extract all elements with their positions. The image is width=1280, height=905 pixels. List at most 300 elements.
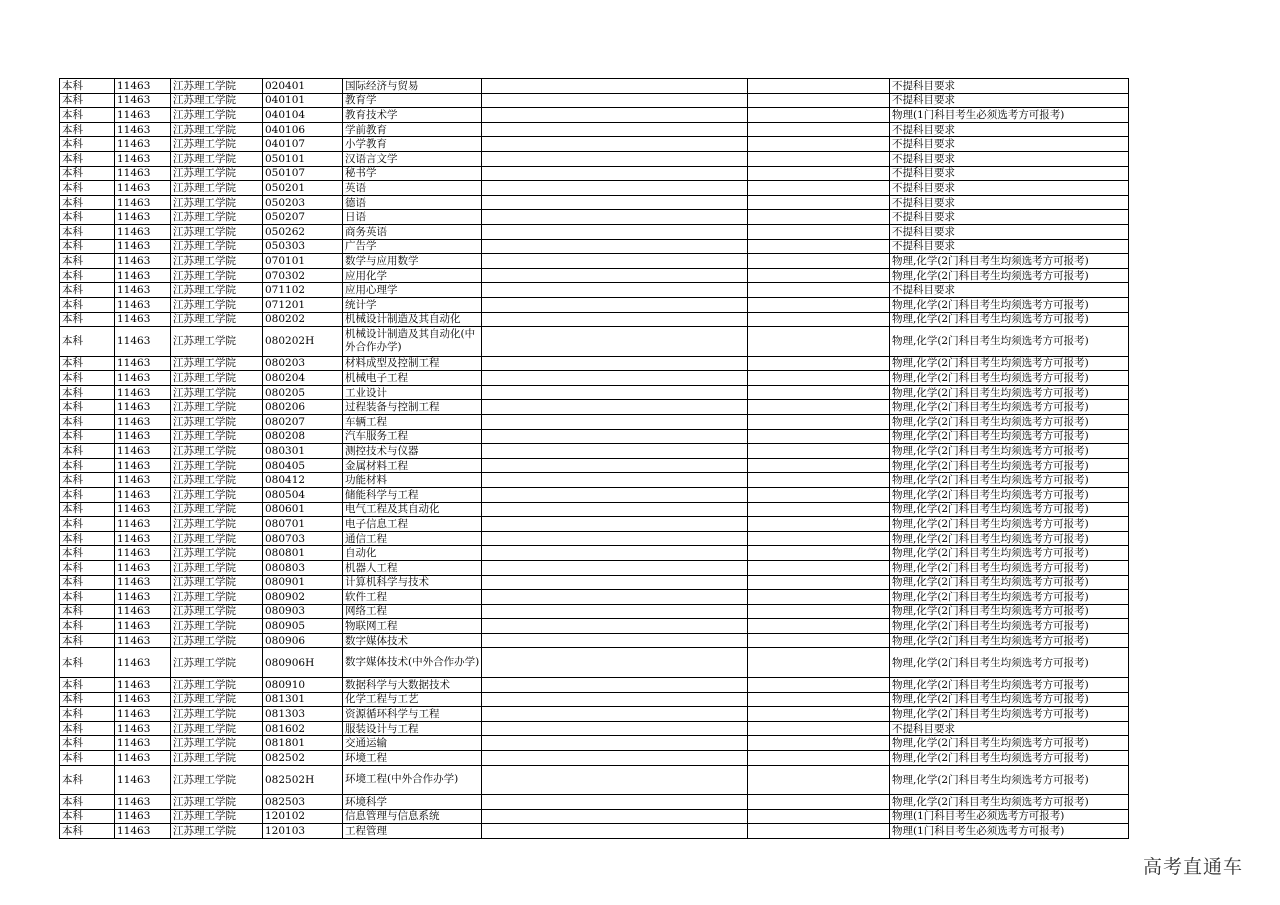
major-code-cell: 081602 [263, 721, 343, 736]
blank-cell [482, 824, 748, 839]
major-name-cell: 功能材料 [343, 473, 482, 488]
blank-cell [748, 473, 890, 488]
major-code-cell: 071201 [263, 297, 343, 312]
level-cell: 本科 [60, 429, 115, 444]
subject-requirement-cell: 物理,化学(2门科目考生均须选考方可报考) [890, 707, 1129, 722]
level-cell: 本科 [60, 414, 115, 429]
subject-requirement-cell: 物理,化学(2门科目考生均须选考方可报考) [890, 575, 1129, 590]
blank-cell [748, 633, 890, 648]
major-name-cell: 环境工程(中外合作办学) [343, 765, 482, 795]
school-name-cell: 江苏理工学院 [171, 400, 263, 415]
level-cell: 本科 [60, 239, 115, 254]
major-name-cell: 日语 [343, 210, 482, 225]
school-code-cell: 11463 [115, 108, 171, 123]
blank-cell [482, 517, 748, 532]
subject-requirement-cell: 物理(1门科目考生必须选考方可报考) [890, 108, 1129, 123]
level-cell: 本科 [60, 604, 115, 619]
blank-cell [482, 531, 748, 546]
major-name-cell: 通信工程 [343, 531, 482, 546]
blank-cell [482, 487, 748, 502]
blank-cell [748, 546, 890, 561]
major-name-cell: 学前教育 [343, 122, 482, 137]
blank-cell [748, 254, 890, 269]
school-code-cell: 11463 [115, 795, 171, 810]
blank-cell [748, 283, 890, 298]
watermark: 高考直通车 [1143, 856, 1244, 878]
blank-cell [748, 312, 890, 327]
blank-cell [748, 458, 890, 473]
school-name-cell: 江苏理工学院 [171, 502, 263, 517]
blank-cell [748, 79, 890, 94]
major-code-cell: 080208 [263, 429, 343, 444]
blank-cell [482, 312, 748, 327]
major-name-cell: 商务英语 [343, 224, 482, 239]
level-cell: 本科 [60, 721, 115, 736]
table-row [60, 297, 1129, 312]
school-name-cell: 江苏理工学院 [171, 327, 263, 357]
major-name-cell: 机械设计制造及其自动化(中外合作办学) [343, 327, 482, 357]
school-name-cell: 江苏理工学院 [171, 122, 263, 137]
major-name-cell: 数字媒体技术(中外合作办学) [343, 648, 482, 678]
school-code-cell: 11463 [115, 444, 171, 459]
school-name-cell: 江苏理工学院 [171, 137, 263, 152]
major-name-cell: 资源循环科学与工程 [343, 707, 482, 722]
table-row [60, 224, 1129, 239]
school-name-cell: 江苏理工学院 [171, 604, 263, 619]
table-row [60, 79, 1129, 94]
blank-cell [748, 356, 890, 371]
blank-cell [748, 137, 890, 152]
subject-requirement-cell: 物理,化学(2门科目考生均须选考方可报考) [890, 371, 1129, 386]
major-code-cell: 080601 [263, 502, 343, 517]
blank-cell [482, 122, 748, 137]
table-row [60, 736, 1129, 751]
subject-requirement-cell: 不提科目要求 [890, 122, 1129, 137]
major-code-cell: 120103 [263, 824, 343, 839]
blank-cell [748, 429, 890, 444]
school-code-cell: 11463 [115, 809, 171, 824]
major-name-cell: 计算机科学与技术 [343, 575, 482, 590]
level-cell: 本科 [60, 736, 115, 751]
level-cell: 本科 [60, 166, 115, 181]
blank-cell [482, 473, 748, 488]
school-code-cell: 11463 [115, 327, 171, 357]
school-name-cell: 江苏理工学院 [171, 487, 263, 502]
major-name-cell: 德语 [343, 195, 482, 210]
blank-cell [748, 371, 890, 386]
blank-cell [748, 414, 890, 429]
major-name-cell: 金属材料工程 [343, 458, 482, 473]
school-name-cell: 江苏理工学院 [171, 619, 263, 634]
table-row [60, 312, 1129, 327]
level-cell: 本科 [60, 371, 115, 386]
major-code-cell: 070302 [263, 268, 343, 283]
blank-cell [748, 736, 890, 751]
level-cell: 本科 [60, 531, 115, 546]
major-code-cell: 080202 [263, 312, 343, 327]
major-name-cell: 信息管理与信息系统 [343, 809, 482, 824]
table-row [60, 692, 1129, 707]
school-name-cell: 江苏理工学院 [171, 444, 263, 459]
school-code-cell: 11463 [115, 692, 171, 707]
major-code-cell: 050201 [263, 181, 343, 196]
level-cell: 本科 [60, 312, 115, 327]
subject-requirement-cell: 物理,化学(2门科目考生均须选考方可报考) [890, 619, 1129, 634]
school-name-cell: 江苏理工学院 [171, 166, 263, 181]
blank-cell [748, 224, 890, 239]
level-cell: 本科 [60, 750, 115, 765]
school-code-cell: 11463 [115, 824, 171, 839]
table-row [60, 590, 1129, 605]
major-name-cell: 应用心理学 [343, 283, 482, 298]
major-name-cell: 秘书学 [343, 166, 482, 181]
school-name-cell: 江苏理工学院 [171, 648, 263, 678]
school-code-cell: 11463 [115, 765, 171, 795]
table-row [60, 429, 1129, 444]
blank-cell [748, 327, 890, 357]
blank-cell [482, 575, 748, 590]
major-code-cell: 080910 [263, 677, 343, 692]
school-name-cell: 江苏理工学院 [171, 224, 263, 239]
subject-requirement-cell: 物理,化学(2门科目考生均须选考方可报考) [890, 517, 1129, 532]
blank-cell [748, 575, 890, 590]
table-row [60, 385, 1129, 400]
major-name-cell: 环境科学 [343, 795, 482, 810]
school-name-cell: 江苏理工学院 [171, 108, 263, 123]
level-cell: 本科 [60, 297, 115, 312]
major-name-cell: 国际经济与贸易 [343, 79, 482, 94]
major-code-cell: 050107 [263, 166, 343, 181]
table-row [60, 166, 1129, 181]
level-cell: 本科 [60, 93, 115, 108]
blank-cell [748, 707, 890, 722]
subject-requirement-cell: 物理(1门科目考生必须选考方可报考) [890, 824, 1129, 839]
blank-cell [482, 210, 748, 225]
blank-cell [482, 181, 748, 196]
school-name-cell: 江苏理工学院 [171, 79, 263, 94]
blank-cell [482, 239, 748, 254]
blank-cell [482, 79, 748, 94]
level-cell: 本科 [60, 400, 115, 415]
school-name-cell: 江苏理工学院 [171, 297, 263, 312]
blank-cell [748, 619, 890, 634]
major-name-cell: 小学教育 [343, 137, 482, 152]
subject-requirement-cell: 不提科目要求 [890, 137, 1129, 152]
level-cell: 本科 [60, 633, 115, 648]
blank-cell [748, 795, 890, 810]
major-name-cell: 储能科学与工程 [343, 487, 482, 502]
blank-cell [482, 429, 748, 444]
major-name-cell: 广告学 [343, 239, 482, 254]
school-code-cell: 11463 [115, 736, 171, 751]
school-code-cell: 11463 [115, 93, 171, 108]
blank-cell [482, 93, 748, 108]
major-code-cell: 080906 [263, 633, 343, 648]
level-cell: 本科 [60, 619, 115, 634]
blank-cell [482, 736, 748, 751]
blank-cell [482, 750, 748, 765]
school-code-cell: 11463 [115, 254, 171, 269]
subject-requirement-cell: 不提科目要求 [890, 151, 1129, 166]
school-name-cell: 江苏理工学院 [171, 93, 263, 108]
table-row [60, 619, 1129, 634]
major-name-cell: 数据科学与大数据技术 [343, 677, 482, 692]
level-cell: 本科 [60, 195, 115, 210]
subject-requirement-cell: 物理,化学(2门科目考生均须选考方可报考) [890, 268, 1129, 283]
major-code-cell: 080206 [263, 400, 343, 415]
major-code-cell: 020401 [263, 79, 343, 94]
major-code-cell: 080803 [263, 560, 343, 575]
major-code-cell: 081801 [263, 736, 343, 751]
school-code-cell: 11463 [115, 385, 171, 400]
level-cell: 本科 [60, 210, 115, 225]
blank-cell [482, 151, 748, 166]
school-name-cell: 江苏理工学院 [171, 414, 263, 429]
blank-cell [748, 93, 890, 108]
level-cell: 本科 [60, 444, 115, 459]
school-code-cell: 11463 [115, 151, 171, 166]
major-code-cell: 040104 [263, 108, 343, 123]
major-code-cell: 080202H [263, 327, 343, 357]
school-code-cell: 11463 [115, 502, 171, 517]
major-name-cell: 车辆工程 [343, 414, 482, 429]
table-row [60, 487, 1129, 502]
major-name-cell: 应用化学 [343, 268, 482, 283]
table-row [60, 122, 1129, 137]
blank-cell [748, 502, 890, 517]
blank-cell [482, 604, 748, 619]
subject-requirement-cell: 物理,化学(2门科目考生均须选考方可报考) [890, 502, 1129, 517]
level-cell: 本科 [60, 137, 115, 152]
table-row [60, 195, 1129, 210]
table-row [60, 181, 1129, 196]
subject-requirement-cell: 物理,化学(2门科目考生均须选考方可报考) [890, 254, 1129, 269]
school-name-cell: 江苏理工学院 [171, 677, 263, 692]
major-name-cell: 数学与应用数学 [343, 254, 482, 269]
level-cell: 本科 [60, 546, 115, 561]
major-name-cell: 工业设计 [343, 385, 482, 400]
level-cell: 本科 [60, 487, 115, 502]
major-code-cell: 070101 [263, 254, 343, 269]
school-code-cell: 11463 [115, 633, 171, 648]
school-name-cell: 江苏理工学院 [171, 531, 263, 546]
blank-cell [482, 677, 748, 692]
table-row [60, 795, 1129, 810]
major-name-cell: 电气工程及其自动化 [343, 502, 482, 517]
school-name-cell: 江苏理工学院 [171, 560, 263, 575]
major-code-cell: 080207 [263, 414, 343, 429]
blank-cell [482, 590, 748, 605]
blank-cell [748, 400, 890, 415]
school-code-cell: 11463 [115, 517, 171, 532]
school-code-cell: 11463 [115, 356, 171, 371]
school-name-cell: 江苏理工学院 [171, 385, 263, 400]
table-row [60, 677, 1129, 692]
subject-requirement-cell: 物理,化学(2门科目考生均须选考方可报考) [890, 765, 1129, 795]
subject-requirement-cell: 物理,化学(2门科目考生均须选考方可报考) [890, 795, 1129, 810]
level-cell: 本科 [60, 795, 115, 810]
table-row [60, 268, 1129, 283]
major-code-cell: 080412 [263, 473, 343, 488]
major-name-cell: 交通运输 [343, 736, 482, 751]
blank-cell [482, 648, 748, 678]
blank-cell [482, 765, 748, 795]
school-code-cell: 11463 [115, 531, 171, 546]
major-name-cell: 机械设计制造及其自动化 [343, 312, 482, 327]
level-cell: 本科 [60, 224, 115, 239]
major-code-cell: 080703 [263, 531, 343, 546]
subject-requirement-cell: 物理,化学(2门科目考生均须选考方可报考) [890, 444, 1129, 459]
subject-requirement-cell: 物理,化学(2门科目考生均须选考方可报考) [890, 487, 1129, 502]
level-cell: 本科 [60, 517, 115, 532]
blank-cell [482, 283, 748, 298]
school-name-cell: 江苏理工学院 [171, 312, 263, 327]
blank-cell [482, 108, 748, 123]
subject-requirement-cell: 物理,化学(2门科目考生均须选考方可报考) [890, 750, 1129, 765]
major-code-cell: 080204 [263, 371, 343, 386]
subject-requirement-cell: 不提科目要求 [890, 79, 1129, 94]
school-code-cell: 11463 [115, 619, 171, 634]
major-name-cell: 教育技术学 [343, 108, 482, 123]
school-name-cell: 江苏理工学院 [171, 283, 263, 298]
blank-cell [748, 560, 890, 575]
subject-requirement-cell: 物理,化学(2门科目考生均须选考方可报考) [890, 736, 1129, 751]
major-name-cell: 电子信息工程 [343, 517, 482, 532]
school-code-cell: 11463 [115, 400, 171, 415]
major-code-cell: 040106 [263, 122, 343, 137]
school-name-cell: 江苏理工学院 [171, 517, 263, 532]
major-name-cell: 统计学 [343, 297, 482, 312]
school-name-cell: 江苏理工学院 [171, 458, 263, 473]
subject-requirement-cell: 不提科目要求 [890, 181, 1129, 196]
level-cell: 本科 [60, 560, 115, 575]
subject-requirement-cell: 物理,化学(2门科目考生均须选考方可报考) [890, 312, 1129, 327]
major-code-cell: 080405 [263, 458, 343, 473]
school-code-cell: 11463 [115, 560, 171, 575]
school-code-cell: 11463 [115, 283, 171, 298]
major-code-cell: 080205 [263, 385, 343, 400]
subject-requirement-cell: 物理,化学(2门科目考生均须选考方可报考) [890, 633, 1129, 648]
major-code-cell: 082502H [263, 765, 343, 795]
table-row [60, 400, 1129, 415]
school-name-cell: 江苏理工学院 [171, 824, 263, 839]
blank-cell [482, 444, 748, 459]
table-row [60, 546, 1129, 561]
school-name-cell: 江苏理工学院 [171, 210, 263, 225]
school-name-cell: 江苏理工学院 [171, 736, 263, 751]
level-cell: 本科 [60, 268, 115, 283]
blank-cell [748, 195, 890, 210]
major-code-cell: 082502 [263, 750, 343, 765]
school-code-cell: 11463 [115, 137, 171, 152]
major-name-cell: 环境工程 [343, 750, 482, 765]
level-cell: 本科 [60, 809, 115, 824]
major-code-cell: 071102 [263, 283, 343, 298]
major-name-cell: 测控技术与仪器 [343, 444, 482, 459]
table-row [60, 254, 1129, 269]
blank-cell [482, 560, 748, 575]
major-code-cell: 050101 [263, 151, 343, 166]
major-code-cell: 081301 [263, 692, 343, 707]
blank-cell [482, 458, 748, 473]
school-code-cell: 11463 [115, 575, 171, 590]
blank-cell [748, 677, 890, 692]
blank-cell [482, 795, 748, 810]
subject-requirement-cell: 不提科目要求 [890, 166, 1129, 181]
table-row [60, 502, 1129, 517]
school-name-cell: 江苏理工学院 [171, 809, 263, 824]
blank-cell [482, 385, 748, 400]
blank-cell [482, 166, 748, 181]
school-name-cell: 江苏理工学院 [171, 239, 263, 254]
school-code-cell: 11463 [115, 210, 171, 225]
level-cell: 本科 [60, 79, 115, 94]
level-cell: 本科 [60, 590, 115, 605]
major-code-cell: 080906H [263, 648, 343, 678]
blank-cell [482, 224, 748, 239]
school-name-cell: 江苏理工学院 [171, 268, 263, 283]
major-name-cell: 过程装备与控制工程 [343, 400, 482, 415]
subject-requirement-cell: 不提科目要求 [890, 239, 1129, 254]
school-name-cell: 江苏理工学院 [171, 633, 263, 648]
school-code-cell: 11463 [115, 239, 171, 254]
school-code-cell: 11463 [115, 750, 171, 765]
major-name-cell: 物联网工程 [343, 619, 482, 634]
table-row [60, 210, 1129, 225]
major-code-cell: 080901 [263, 575, 343, 590]
major-code-cell: 050207 [263, 210, 343, 225]
blank-cell [482, 707, 748, 722]
blank-cell [482, 371, 748, 386]
school-name-cell: 江苏理工学院 [171, 575, 263, 590]
school-name-cell: 江苏理工学院 [171, 371, 263, 386]
blank-cell [748, 122, 890, 137]
level-cell: 本科 [60, 283, 115, 298]
major-name-cell: 服装设计与工程 [343, 721, 482, 736]
level-cell: 本科 [60, 473, 115, 488]
major-code-cell: 050262 [263, 224, 343, 239]
level-cell: 本科 [60, 824, 115, 839]
subject-requirement-cell: 物理,化学(2门科目考生均须选考方可报考) [890, 458, 1129, 473]
major-code-cell: 080203 [263, 356, 343, 371]
blank-cell [482, 254, 748, 269]
subject-requirement-cell: 物理,化学(2门科目考生均须选考方可报考) [890, 327, 1129, 357]
table-row [60, 356, 1129, 371]
table-row [60, 604, 1129, 619]
school-code-cell: 11463 [115, 371, 171, 386]
level-cell: 本科 [60, 765, 115, 795]
school-code-cell: 11463 [115, 79, 171, 94]
subject-requirement-cell: 物理,化学(2门科目考生均须选考方可报考) [890, 297, 1129, 312]
table-row [60, 531, 1129, 546]
blank-cell [748, 648, 890, 678]
school-code-cell: 11463 [115, 604, 171, 619]
major-code-cell: 080903 [263, 604, 343, 619]
major-name-cell: 英语 [343, 181, 482, 196]
subject-requirement-cell: 物理,化学(2门科目考生均须选考方可报考) [890, 473, 1129, 488]
level-cell: 本科 [60, 356, 115, 371]
blank-cell [748, 239, 890, 254]
major-code-cell: 080701 [263, 517, 343, 532]
table-row [60, 108, 1129, 123]
blank-cell [482, 137, 748, 152]
blank-cell [482, 546, 748, 561]
major-name-cell: 材料成型及控制工程 [343, 356, 482, 371]
major-code-cell: 080504 [263, 487, 343, 502]
major-code-cell: 040107 [263, 137, 343, 152]
table-row [60, 93, 1129, 108]
table-body [60, 79, 1129, 839]
